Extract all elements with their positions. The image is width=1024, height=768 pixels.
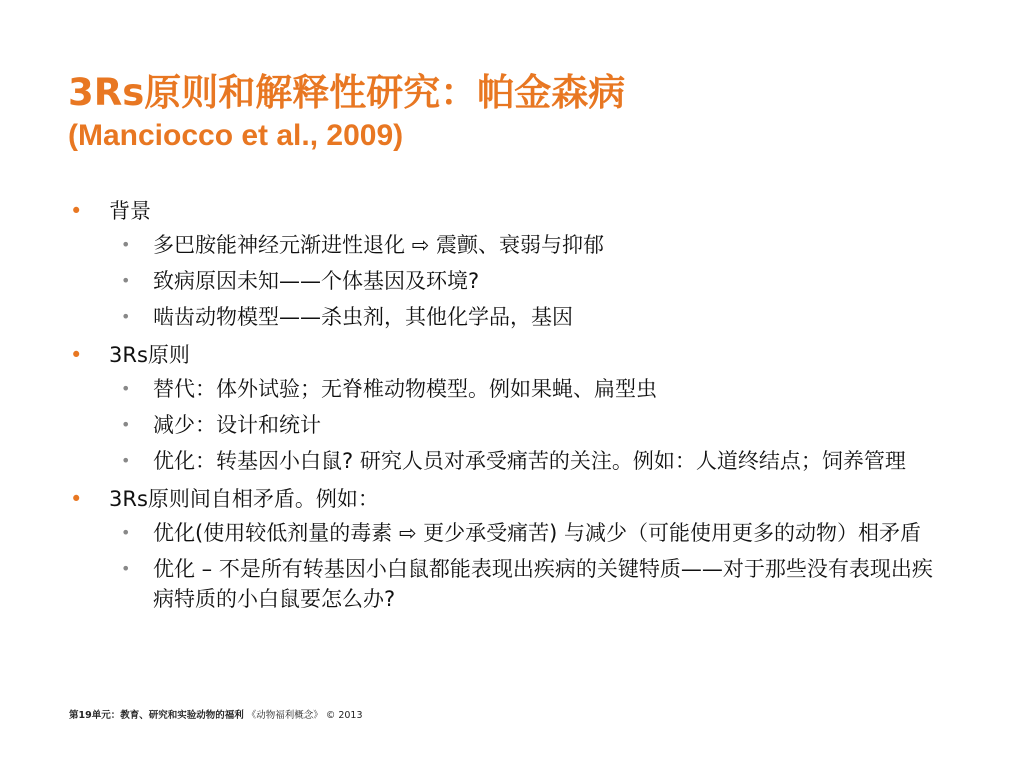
sub-bullet-text: 多巴胺能神经元渐进性退化 ⇨ 震颤、衰弱与抑郁 xyxy=(153,233,604,257)
sub-bullet-text: 啮齿动物模型——杀虫剂，其他化学品，基因 xyxy=(153,305,573,329)
slide-footer xyxy=(69,707,363,721)
sub-bullet-item xyxy=(70,266,953,296)
sub-bullet-item xyxy=(70,230,953,260)
bullet-dot-icon: • xyxy=(70,487,83,511)
sub-bullet-text: 优化：转基因小白鼠? 研究人员对承受痛苦的关注。例如：人道终结点；饲养管理 xyxy=(153,449,906,473)
sub-bullet-dot-icon: • xyxy=(121,235,131,254)
sub-bullet-text: 致病原因未知——个体基因及环境? xyxy=(153,269,480,293)
sub-bullet-item xyxy=(70,302,953,332)
sub-bullet-dot-icon: • xyxy=(121,451,131,470)
sub-bullet-item xyxy=(70,410,953,440)
bullet-group xyxy=(70,340,970,476)
slide-subtitle-citation: (Manciocco et al., 2009) xyxy=(68,119,404,152)
footer-copyright: © 2013 xyxy=(325,710,363,721)
sub-bullet-text: 优化(使用较低剂量的毒素 ⇨ 更少承受痛苦) 与减少（可能使用更多的动物）相矛盾 xyxy=(153,521,922,545)
sub-bullet-item xyxy=(70,518,953,548)
bullet-dot-icon: • xyxy=(70,199,83,223)
sub-bullet-dot-icon: • xyxy=(121,559,131,578)
bullet-item xyxy=(70,340,970,370)
sub-bullet-dot-icon: • xyxy=(121,379,131,398)
bullet-text: 背景 xyxy=(109,199,151,223)
bullet-group xyxy=(70,196,970,332)
slide-title: 3Rs原则和解释性研究：帕金森病 xyxy=(68,71,626,114)
sub-bullet-dot-icon: • xyxy=(121,415,131,434)
sub-bullet-text: 优化 – 不是所有转基因小白鼠都能表现出疾病的关键特质——对于那些没有表现出疾病特质的小白鼠要怎么办? xyxy=(153,557,933,611)
bullet-dot-icon: • xyxy=(70,343,83,367)
sub-bullet-item xyxy=(70,446,953,476)
bullet-item xyxy=(70,484,970,514)
bullet-item xyxy=(70,196,970,226)
sub-bullet-item xyxy=(70,374,953,404)
bullet-text: 3Rs原则 xyxy=(109,343,190,367)
bullet-text: 3Rs原则间自相矛盾。例如： xyxy=(109,487,379,511)
sub-bullet-item xyxy=(70,554,953,614)
bullet-list xyxy=(70,196,970,622)
bullet-group xyxy=(70,484,970,614)
sub-bullet-dot-icon: • xyxy=(121,271,131,290)
footer-unit: 第19单元：教育、研究和实验动物的福利 xyxy=(69,710,244,721)
sub-bullet-dot-icon: • xyxy=(121,307,131,326)
sub-bullet-dot-icon: • xyxy=(121,523,131,542)
sub-bullet-text: 替代：体外试验；无脊椎动物模型。例如果蝇、扁型虫 xyxy=(153,377,657,401)
sub-bullet-text: 减少：设计和统计 xyxy=(153,413,321,437)
footer-book: 《动物福利概念》 xyxy=(246,710,323,721)
